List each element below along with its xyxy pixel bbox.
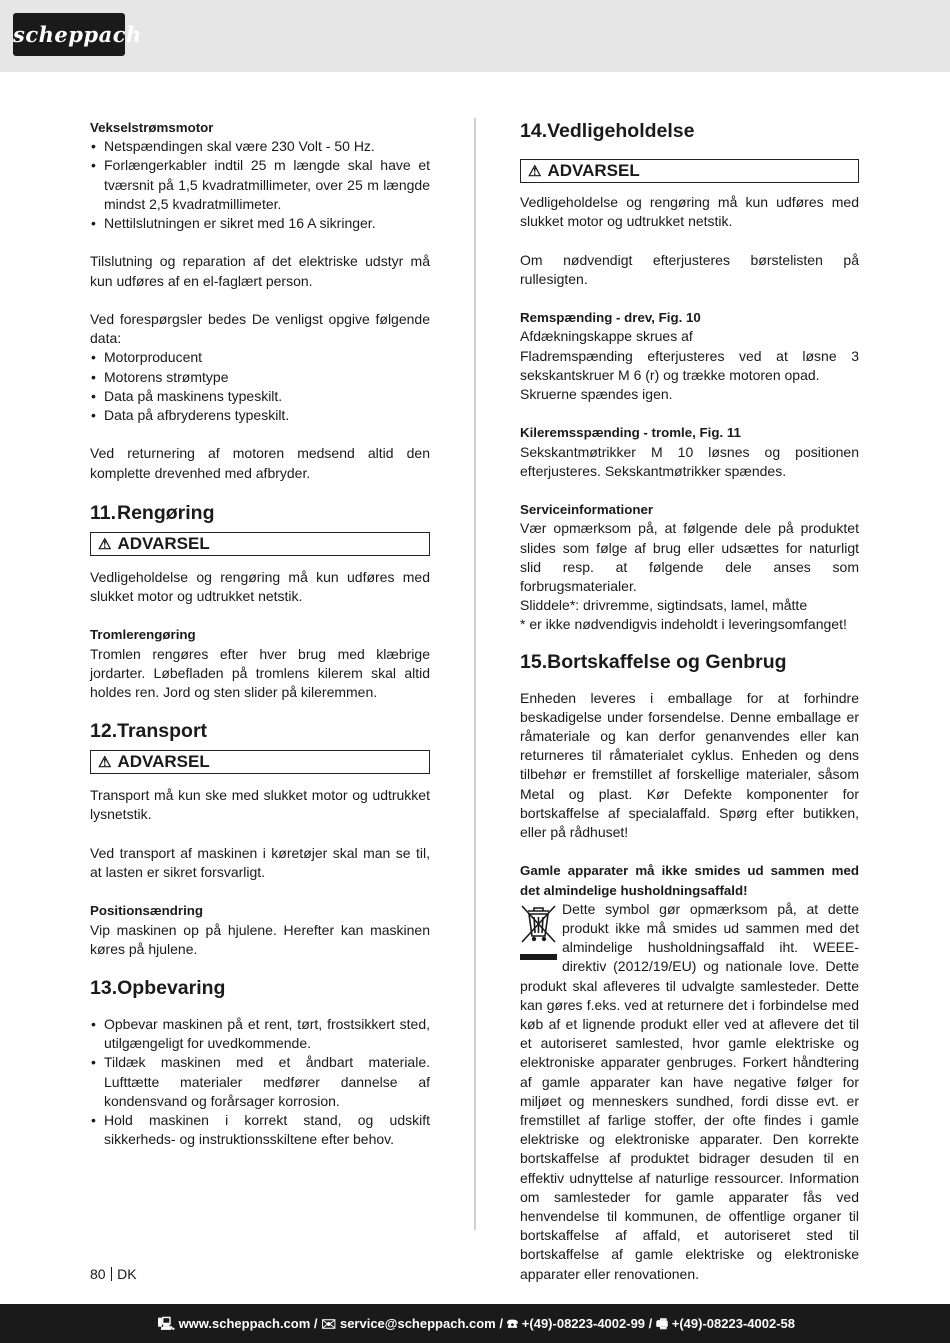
warning-label: ADVARSEL xyxy=(547,161,640,180)
separator: / xyxy=(310,1316,322,1331)
warning-box xyxy=(520,159,859,183)
heading-title: Vedligeholdelse xyxy=(547,120,695,142)
paragraph: Vær opmærksom på, at følgende dele på produktet slides som følge af brug eller udsættes for naturligt slid resp. at følgende dele anses som forbrugsmaterialer. xyxy=(520,520,859,594)
warning-label: ADVARSEL xyxy=(117,752,210,772)
heading-14 xyxy=(520,118,859,144)
paragraph: Sliddele*: drivremme, sigtindsats, lamel, måtte xyxy=(520,597,808,614)
section-subtitle: Vekselstrømsmotor xyxy=(90,120,214,135)
data-list xyxy=(90,348,430,425)
brand-logo: scheppach xyxy=(13,13,125,56)
page-header xyxy=(0,0,950,72)
heading-title: Bortskaffelse og Genbrug xyxy=(547,650,787,673)
right-column xyxy=(520,118,859,1284)
paragraph: Vip maskinen op på hjulene. Herefter kan maskinen køres på hjulene. xyxy=(90,921,430,957)
paragraph: Dette symbol gør opmærksom på, at dette produkt ikke må smides ud sammen med det almindelige husholdningsaffald iht. WEEE-direktiv (2012/19/EU) og nationale love. Dette produkt skal afleveres til udvalgte samlesteder. Dette kan gøres f.eks. ved at returnere det i forbindelse med køb af et lignende produkt eller ved at aflevere det til et autoriseret samlested, hvor gamle elektriske og elektroniske apparater genbruges. Forkert håndtering af gamle apparater kan have negative følger for miljøet og menneskers sundhed, fordi disse evt. er fremstillet af farlige stoffer, der ofte findes i gamle elektriske og elektroniske apparater. Den korrekte bortskaffelse af produktet bidrager desuden til en effektiv udnyttelse af naturlige ressourcer. Information om samlesteder for gamle apparater fås ved henvendelse til kommunen, de offentlige organer til bortskaffelse af affald, et autoriseret sted til bortskaffelse af gamle elektriske og elektroniske apparater eller renovationen. xyxy=(520,900,859,1282)
list-item: • Motorproducent xyxy=(90,348,430,367)
warning-triangle-icon: ⚠ xyxy=(98,535,112,553)
email-icon: ✉ xyxy=(321,1316,340,1331)
list-item: • Forlængerkabler indtil 25 m længde skal have et tværsnit på 1,5 kvadratmillimeter, over 25 m længde mindst 2,5 kvadratmillimeter. xyxy=(90,156,430,214)
weee-crossed-bin-icon xyxy=(520,902,557,964)
section-subtitle: Tromlerengøring xyxy=(90,627,196,643)
list-item: • Motorens strømtype xyxy=(90,368,430,387)
motor-list xyxy=(90,137,430,233)
list-item: • Data på maskinens typeskilt. xyxy=(90,387,430,406)
paragraph: Fladremspænding efterjusteres ved at løsne 3 sekskantskruer M 6 (r) og trække motoren opad. xyxy=(520,347,859,383)
paragraph: Sekskantmøtrikker M 10 løsnes og positionen efterjusteres. Sekskantmøtrikker spændes. xyxy=(520,443,859,479)
list-item: • Hold maskinen i korrekt stand, og udskift sikkerheds- og instruktionsskiltene efter behov. xyxy=(90,1111,430,1149)
heading-title: Transport xyxy=(117,720,208,743)
list-item: • Tildæk maskinen med et åndbart materiale. Lufttætte materialer medfører dannelse af kondensvand og forårsager korrosion. xyxy=(90,1053,430,1111)
separator: / xyxy=(645,1316,656,1331)
heading-11 xyxy=(90,500,430,526)
section-subtitle: Kileremsspænding - tromle, Fig. 11 xyxy=(520,425,741,441)
heading-13 xyxy=(90,975,430,1001)
heading-number: 15. xyxy=(520,650,548,673)
paragraph: Ved transport af maskinen i køretøjer skal man se til, at lasten er sikret forsvarligt. xyxy=(90,844,430,881)
monitor-icon: 🖳 xyxy=(157,1316,179,1331)
language-code: DK xyxy=(117,1266,137,1282)
paragraph: Tilslutning og reparation af det elektriske udstyr må kun udføres af en el-faglært person. xyxy=(90,253,430,289)
paragraph: Skruerne spændes igen. xyxy=(520,386,673,402)
paragraph: Vedligeholdelse og rengøring må kun udføres med slukket motor og udtrukket netstik. xyxy=(520,194,859,230)
section-subtitle: Serviceinformationer xyxy=(520,502,654,518)
warning-box xyxy=(90,750,430,774)
warning-box xyxy=(90,532,430,556)
heading-number: 11. xyxy=(90,501,117,524)
heading-number: 12. xyxy=(90,720,118,743)
paragraph: Tromlen rengøres efter hver brug med klæbrige jordarter. Løbefladen på tromlens kilerem skal altid holdes ren. Jord og sten slider på kileremmen. xyxy=(90,645,430,701)
phone-number: +(49)-08223-4002-99 xyxy=(521,1316,646,1331)
separator: / xyxy=(495,1316,507,1331)
warning-triangle-icon: ⚠ xyxy=(528,163,542,180)
fax-number: +(49)-08223-4002-58 xyxy=(671,1316,795,1331)
website-link[interactable]: www.scheppach.com xyxy=(178,1316,311,1331)
page-footer xyxy=(0,1304,950,1343)
email-link[interactable]: service@scheppach.com xyxy=(339,1316,496,1331)
heading-title: Opbevaring xyxy=(117,977,226,1000)
page-number xyxy=(90,1265,137,1283)
phone-icon: ☎ xyxy=(506,1316,522,1331)
paragraph: Afdækningskappe skrues af xyxy=(520,328,693,345)
left-column xyxy=(90,118,430,1149)
heading-15 xyxy=(520,649,859,675)
section-subtitle: Gamle apparater må ikke smides ud sammen med det almindelige husholdningsaffald! xyxy=(520,863,859,898)
list-item: • Data på afbryderens typeskilt. xyxy=(90,406,430,425)
warning-label: ADVARSEL xyxy=(117,533,210,553)
paragraph: Ved forespørgsler bedes De venligst opgive følgende data: xyxy=(90,311,430,347)
section-subtitle: Positionsændring xyxy=(90,903,204,919)
section-subtitle: Remspænding - drev, Fig. 10 xyxy=(520,310,701,326)
paragraph: Enheden leveres i emballage for at forhindre beskadigelse under forsendelse. Denne emballage er råmateriale og kan derfor genanvendes eller kan returneres til råmaterialet cyklus. Enheden og dens tilbehør er fremstillet af forskellige materialer, såsom Metal og plast. Kør Defekte komponenter for bortskaffelse af specialaffald. Spørg efter butikken, eller på rådhuset! xyxy=(520,689,859,841)
paragraph: * er ikke nødvendigvis indeholdt i leveringsomfanget! xyxy=(520,616,847,633)
paragraph: Om nødvendigt efterjusteres børstelisten på rullesigten. xyxy=(520,251,859,287)
heading-title: Rengøring xyxy=(117,501,215,524)
heading-number: 14. xyxy=(520,120,548,142)
page-number-value: 80 xyxy=(90,1266,106,1282)
list-item: • Netspændingen skal være 230 Volt - 50 Hz. xyxy=(90,137,430,156)
storage-list xyxy=(90,1015,430,1149)
fax-icon: 🖷 xyxy=(655,1316,672,1331)
column-divider xyxy=(474,118,476,1230)
list-item: • Nettilslutningen er sikret med 16 A sikringer. xyxy=(90,214,430,233)
heading-number: 13. xyxy=(90,977,118,1000)
paragraph: Vedligeholdelse og rengøring må kun udføres med slukket motor og udtrukket netstik. xyxy=(90,568,430,605)
paragraph: Ved returnering af motoren medsend altid den komplette drevenhed med afbryder. xyxy=(90,445,430,481)
list-item: • Opbevar maskinen på et rent, tørt, frostsikkert sted, utilgængeligt for uvedkommende. xyxy=(90,1015,430,1053)
heading-12 xyxy=(90,718,430,744)
paragraph: Transport må kun ske med slukket motor og udtrukket lysnetstik. xyxy=(90,787,430,823)
warning-triangle-icon: ⚠ xyxy=(98,754,112,772)
